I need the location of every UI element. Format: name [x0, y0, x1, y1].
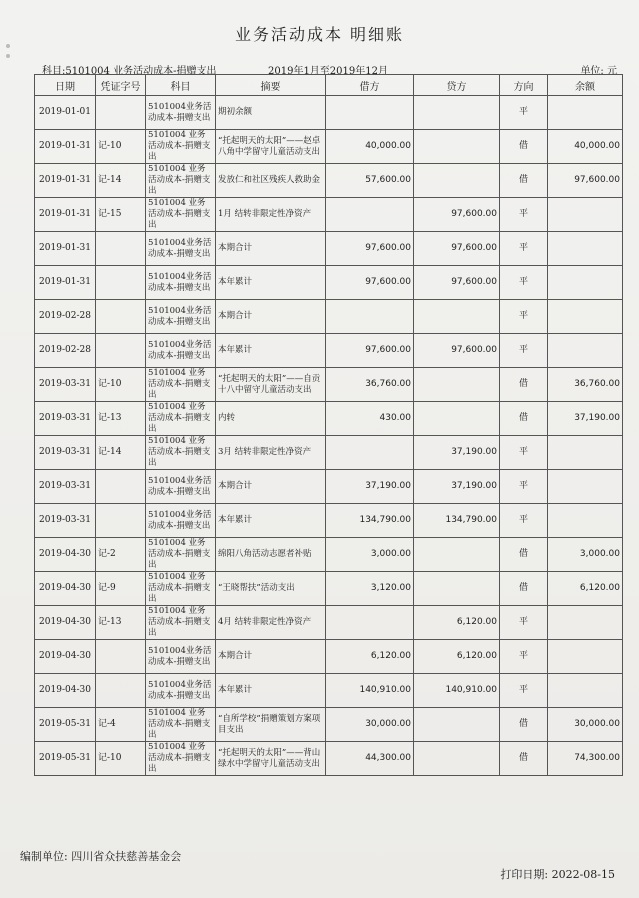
cell-debit	[326, 436, 414, 470]
cell-date: 2019-04-30	[35, 606, 96, 640]
cell-debit: 6,120.00	[326, 640, 414, 674]
cell-direction: 借	[500, 402, 548, 436]
cell-date: 2019-01-31	[35, 266, 96, 300]
table-row	[35, 436, 623, 470]
cell-direction: 借	[500, 368, 548, 402]
cell-date: 2019-04-30	[35, 572, 96, 606]
cell-voucher: 记-14	[96, 164, 146, 198]
cell-subject: 5101004业务活动成本-捐赠支出	[146, 640, 216, 674]
cell-debit: 97,600.00	[326, 266, 414, 300]
cell-balance	[548, 436, 623, 470]
cell-summary: 3月 结转非限定性净资产	[216, 436, 326, 470]
cell-date: 2019-01-31	[35, 164, 96, 198]
cell-credit: 97,600.00	[414, 334, 500, 368]
cell-date: 2019-01-31	[35, 198, 96, 232]
table-row	[35, 96, 623, 130]
ledger-table	[34, 74, 623, 776]
cell-date: 2019-02-28	[35, 300, 96, 334]
cell-subject: 5101004 业务活动成本-捐赠支出	[146, 708, 216, 742]
cell-subject: 5101004业务活动成本-捐赠支出	[146, 470, 216, 504]
currency-unit: 单位: 元	[580, 66, 617, 77]
col-header-date: 日期	[35, 75, 96, 96]
cell-summary: 本期合计	[216, 232, 326, 266]
table-row	[35, 708, 623, 742]
table-row	[35, 334, 623, 368]
table-row	[35, 538, 623, 572]
cell-subject: 5101004业务活动成本-捐赠支出	[146, 334, 216, 368]
cell-credit: 37,190.00	[414, 436, 500, 470]
cell-direction: 平	[500, 674, 548, 708]
col-header-debit: 借方	[326, 75, 414, 96]
cell-subject: 5101004 业务活动成本-捐赠支出	[146, 198, 216, 232]
table-row	[35, 232, 623, 266]
cell-direction: 平	[500, 436, 548, 470]
cell-balance	[548, 334, 623, 368]
cell-direction: 借	[500, 742, 548, 776]
cell-subject: 5101004业务活动成本-捐赠支出	[146, 504, 216, 538]
table-row	[35, 164, 623, 198]
binding-hole	[6, 54, 10, 58]
cell-credit: 6,120.00	[414, 606, 500, 640]
cell-debit: 36,760.00	[326, 368, 414, 402]
cell-balance	[548, 674, 623, 708]
cell-credit	[414, 538, 500, 572]
cell-summary: 本期合计	[216, 640, 326, 674]
table-row	[35, 470, 623, 504]
cell-direction: 平	[500, 232, 548, 266]
cell-date: 2019-01-01	[35, 96, 96, 130]
cell-voucher: 记-13	[96, 606, 146, 640]
cell-summary: “托起明天的太阳”——赵卓八角中学留守儿童活动支出	[216, 130, 326, 164]
cell-voucher	[96, 674, 146, 708]
cell-debit: 57,600.00	[326, 164, 414, 198]
cell-subject: 5101004业务活动成本-捐赠支出	[146, 300, 216, 334]
cell-direction: 借	[500, 164, 548, 198]
cell-debit	[326, 198, 414, 232]
col-header-subject: 科目	[146, 75, 216, 96]
cell-debit: 3,000.00	[326, 538, 414, 572]
cell-summary: “自所学校”捐赠策划方案项目支出	[216, 708, 326, 742]
col-header-summary: 摘要	[216, 75, 326, 96]
table-row	[35, 504, 623, 538]
cell-subject: 5101004业务活动成本-捐赠支出	[146, 232, 216, 266]
cell-voucher	[96, 504, 146, 538]
cell-voucher: 记-10	[96, 130, 146, 164]
cell-debit: 30,000.00	[326, 708, 414, 742]
cell-balance	[548, 640, 623, 674]
period-range: 2019年1月至2019年12月	[268, 66, 388, 77]
cell-credit	[414, 164, 500, 198]
cell-direction: 平	[500, 334, 548, 368]
cell-balance: 6,120.00	[548, 572, 623, 606]
cell-balance	[548, 96, 623, 130]
cell-credit: 37,190.00	[414, 470, 500, 504]
col-header-balance: 余额	[548, 75, 623, 96]
cell-credit	[414, 742, 500, 776]
cell-summary: 1月 结转非限定性净资产	[216, 198, 326, 232]
cell-voucher	[96, 470, 146, 504]
cell-balance: 30,000.00	[548, 708, 623, 742]
cell-balance: 40,000.00	[548, 130, 623, 164]
cell-date: 2019-04-30	[35, 674, 96, 708]
account-subject: 科目:5101004 业务活动成本-捐赠支出	[42, 66, 217, 77]
cell-summary: 4月 结转非限定性净资产	[216, 606, 326, 640]
cell-direction: 借	[500, 538, 548, 572]
cell-debit: 3,120.00	[326, 572, 414, 606]
cell-debit: 134,790.00	[326, 504, 414, 538]
cell-direction: 平	[500, 606, 548, 640]
cell-date: 2019-03-31	[35, 402, 96, 436]
cell-voucher: 记-14	[96, 436, 146, 470]
cell-summary: 本年累计	[216, 674, 326, 708]
cell-balance	[548, 232, 623, 266]
cell-debit: 40,000.00	[326, 130, 414, 164]
cell-summary: 内转	[216, 402, 326, 436]
cell-voucher	[96, 96, 146, 130]
cell-balance	[548, 606, 623, 640]
cell-date: 2019-01-31	[35, 232, 96, 266]
cell-summary: 本年累计	[216, 504, 326, 538]
cell-balance: 3,000.00	[548, 538, 623, 572]
cell-date: 2019-05-31	[35, 742, 96, 776]
cell-direction: 平	[500, 504, 548, 538]
cell-voucher: 记-9	[96, 572, 146, 606]
cell-voucher	[96, 300, 146, 334]
cell-credit: 97,600.00	[414, 266, 500, 300]
table-row	[35, 266, 623, 300]
table-row	[35, 572, 623, 606]
cell-subject: 5101004 业务活动成本-捐赠支出	[146, 368, 216, 402]
cell-voucher: 记-10	[96, 742, 146, 776]
col-header-direction: 方向	[500, 75, 548, 96]
cell-summary: “托起明天的太阳”——自贡十八中留守儿童活动支出	[216, 368, 326, 402]
cell-subject: 5101004 业务活动成本-捐赠支出	[146, 130, 216, 164]
cell-balance	[548, 470, 623, 504]
table-row	[35, 300, 623, 334]
cell-summary: 本年累计	[216, 266, 326, 300]
table-row	[35, 606, 623, 640]
cell-debit	[326, 300, 414, 334]
cell-debit: 430.00	[326, 402, 414, 436]
cell-date: 2019-05-31	[35, 708, 96, 742]
cell-direction: 平	[500, 470, 548, 504]
print-date: 打印日期: 2022-08-15	[500, 868, 615, 881]
cell-summary: 发放仁和社区残疾人救助金	[216, 164, 326, 198]
cell-direction: 借	[500, 708, 548, 742]
cell-direction: 平	[500, 266, 548, 300]
table-row	[35, 742, 623, 776]
col-header-credit: 贷方	[414, 75, 500, 96]
cell-subject: 5101004 业务活动成本-捐赠支出	[146, 436, 216, 470]
cell-debit: 97,600.00	[326, 334, 414, 368]
table-row	[35, 674, 623, 708]
cell-balance	[548, 300, 623, 334]
cell-date: 2019-04-30	[35, 640, 96, 674]
cell-subject: 5101004业务活动成本-捐赠支出	[146, 266, 216, 300]
cell-credit	[414, 402, 500, 436]
cell-credit: 6,120.00	[414, 640, 500, 674]
cell-credit	[414, 572, 500, 606]
cell-direction: 平	[500, 300, 548, 334]
cell-credit: 140,910.00	[414, 674, 500, 708]
cell-summary: 本期合计	[216, 300, 326, 334]
cell-debit	[326, 606, 414, 640]
cell-subject: 5101004 业务活动成本-捐赠支出	[146, 538, 216, 572]
cell-debit: 140,910.00	[326, 674, 414, 708]
cell-date: 2019-02-28	[35, 334, 96, 368]
page-title: 业务活动成本 明细账	[234, 25, 405, 44]
cell-date: 2019-03-31	[35, 504, 96, 538]
cell-voucher: 记-2	[96, 538, 146, 572]
cell-direction: 平	[500, 198, 548, 232]
cell-voucher	[96, 232, 146, 266]
cell-subject: 5101004业务活动成本-捐赠支出	[146, 96, 216, 130]
cell-voucher: 记-13	[96, 402, 146, 436]
cell-summary: 期初余额	[216, 96, 326, 130]
cell-balance	[548, 504, 623, 538]
cell-summary: 本期合计	[216, 470, 326, 504]
cell-voucher	[96, 334, 146, 368]
cell-credit	[414, 130, 500, 164]
table-header-row	[35, 75, 623, 96]
cell-direction: 借	[500, 572, 548, 606]
cell-direction: 平	[500, 640, 548, 674]
cell-date: 2019-03-31	[35, 368, 96, 402]
table-row	[35, 198, 623, 232]
cell-date: 2019-04-30	[35, 538, 96, 572]
table-row	[35, 402, 623, 436]
compiling-unit: 编制单位: 四川省众扶慈善基金会	[20, 850, 182, 863]
cell-subject: 5101004 业务活动成本-捐赠支出	[146, 606, 216, 640]
cell-subject: 5101004 业务活动成本-捐赠支出	[146, 164, 216, 198]
cell-summary: 本年累计	[216, 334, 326, 368]
cell-balance: 36,760.00	[548, 368, 623, 402]
cell-summary: “王晓帮扶”活动支出	[216, 572, 326, 606]
cell-summary: “托起明天的太阳”——背山绿水中学留守儿童活动支出	[216, 742, 326, 776]
cell-balance	[548, 198, 623, 232]
cell-voucher: 记-10	[96, 368, 146, 402]
cell-subject: 5101004 业务活动成本-捐赠支出	[146, 402, 216, 436]
cell-credit	[414, 300, 500, 334]
cell-subject: 5101004业务活动成本-捐赠支出	[146, 674, 216, 708]
col-header-voucher: 凭证字号	[96, 75, 146, 96]
cell-date: 2019-03-31	[35, 470, 96, 504]
cell-summary: 绵阳八角活动志愿者补贴	[216, 538, 326, 572]
cell-direction: 借	[500, 130, 548, 164]
cell-balance: 74,300.00	[548, 742, 623, 776]
cell-debit: 44,300.00	[326, 742, 414, 776]
table-row	[35, 640, 623, 674]
cell-balance: 37,190.00	[548, 402, 623, 436]
cell-direction: 平	[500, 96, 548, 130]
cell-balance	[548, 266, 623, 300]
cell-credit	[414, 708, 500, 742]
cell-voucher	[96, 640, 146, 674]
cell-subject: 5101004 业务活动成本-捐赠支出	[146, 742, 216, 776]
cell-date: 2019-01-31	[35, 130, 96, 164]
cell-date: 2019-03-31	[35, 436, 96, 470]
cell-debit: 97,600.00	[326, 232, 414, 266]
cell-credit: 97,600.00	[414, 198, 500, 232]
cell-credit	[414, 96, 500, 130]
cell-credit	[414, 368, 500, 402]
cell-debit	[326, 96, 414, 130]
cell-credit: 97,600.00	[414, 232, 500, 266]
cell-balance: 97,600.00	[548, 164, 623, 198]
cell-voucher	[96, 266, 146, 300]
cell-subject: 5101004 业务活动成本-捐赠支出	[146, 572, 216, 606]
table-row	[35, 130, 623, 164]
cell-credit: 134,790.00	[414, 504, 500, 538]
cell-voucher: 记-4	[96, 708, 146, 742]
table-row	[35, 368, 623, 402]
cell-voucher: 记-15	[96, 198, 146, 232]
cell-debit: 37,190.00	[326, 470, 414, 504]
